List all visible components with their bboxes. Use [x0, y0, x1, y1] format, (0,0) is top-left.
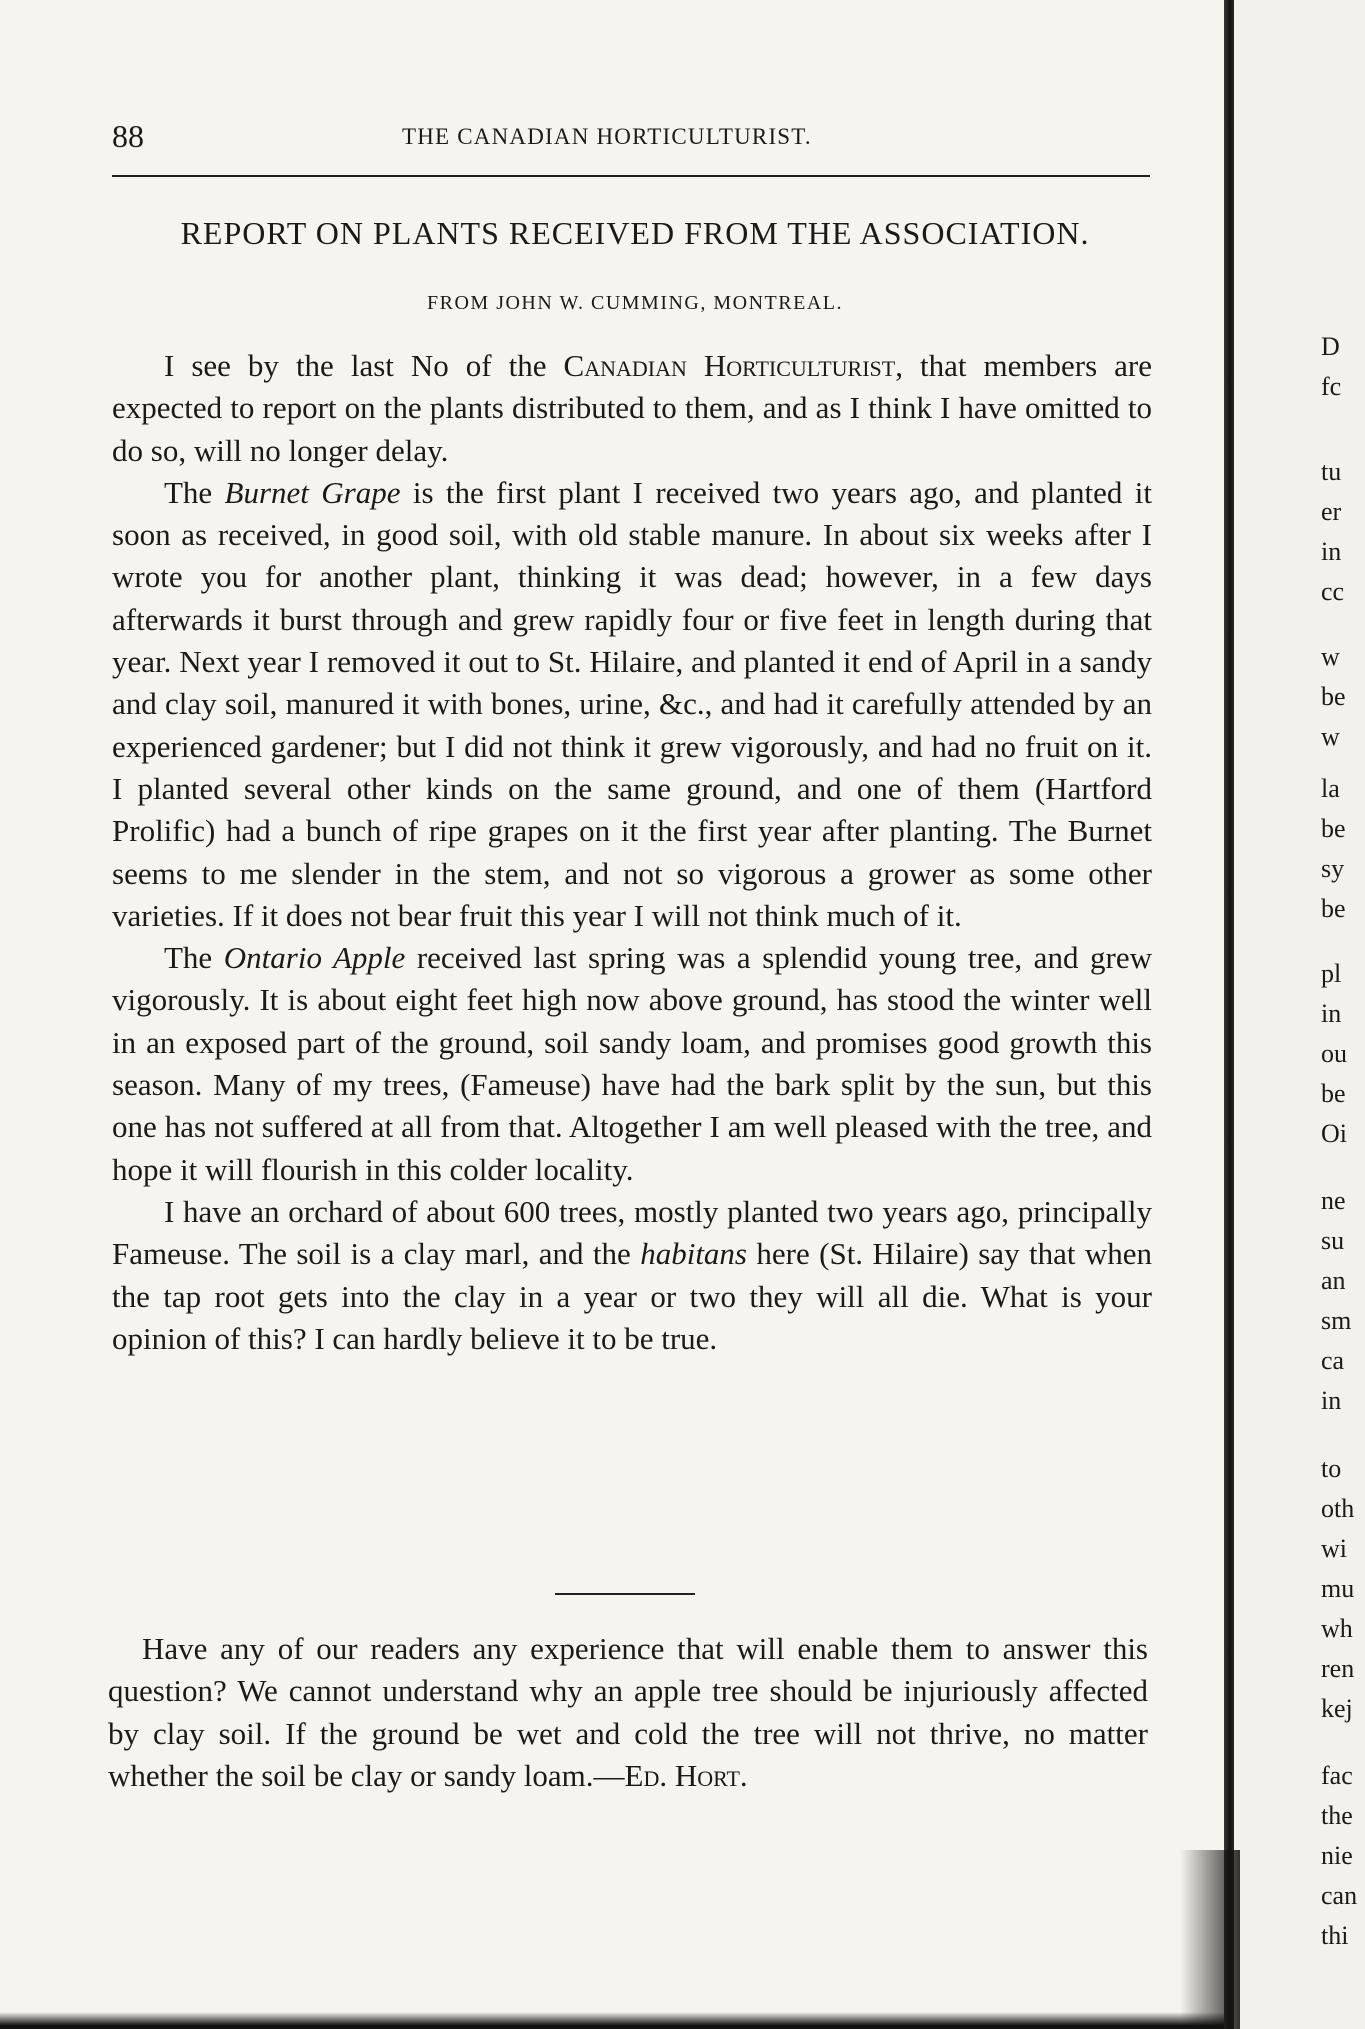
editor-signature: Ed. Hort. [624, 1757, 748, 1793]
header-rule [112, 175, 1150, 177]
facing-page-fragment: su [1321, 1226, 1345, 1255]
spine-shadow [1180, 1850, 1240, 2029]
facing-page-fragment: kej [1321, 1694, 1353, 1723]
page-header [112, 118, 1150, 158]
facing-page-fragment: ren [1321, 1654, 1355, 1683]
facing-page-fragment: be [1321, 814, 1346, 843]
running-head: THE CANADIAN HORTICULTURIST. [402, 124, 812, 149]
facing-page-fragment: to [1321, 1454, 1342, 1483]
facing-page-fragment: Oi [1321, 1119, 1347, 1148]
facing-page-fragment: cc [1321, 577, 1345, 606]
facing-page-fragment: wh [1321, 1614, 1353, 1643]
article-byline: FROM JOHN W. CUMMING, MONTREAL. [427, 292, 843, 314]
facing-page-fragment: nie [1321, 1841, 1353, 1870]
facing-page-fragment: w [1321, 642, 1340, 671]
facing-page-fragment: thi [1321, 1921, 1349, 1950]
paragraph-2: The Burnet Grape is the first plant I received two years ago, and planted it soon as received, in good soil, with old stable manure. In about six weeks after I wrote you for another plant, thinking it was dead; however, in a few days afterwards it burst through and grew rapidly four or five feet in length during that year. Next year I removed it out to St. Hilaire, and planted it end of April in a sandy and clay soil, manured it with bones, urine, &c., and had it carefully attended by an experienced gardener; but I did not think it grew vigorously, and had no fruit on it. I planted several other kinds on the same ground, and one of them (Hartford Prolific) had a bunch of ripe grapes on it the first year after planting. The Burnet seems to me slender in the stem, and not so vigorous a grower as some other varieties. If it does not bear fruit this year I will not think much of it. [112, 474, 1152, 933]
facing-page-fragment: in [1321, 999, 1342, 1028]
facing-page-fragment: tu [1321, 457, 1342, 486]
variety-name: Burnet Grape [224, 474, 401, 510]
facing-page-fragment: ou [1321, 1039, 1347, 1068]
page-number: 88 [112, 118, 144, 154]
facing-page-fragment: fac [1321, 1761, 1353, 1790]
facing-page-fragment: ne [1321, 1186, 1346, 1215]
facing-page-fragment: can [1321, 1881, 1358, 1910]
journal-name: Canadian Horticulturist [563, 348, 896, 383]
section-divider [555, 1593, 695, 1595]
facing-page-fragment: in [1321, 537, 1342, 566]
facing-page-fragment: be [1321, 1079, 1346, 1108]
letter-body [112, 345, 1152, 1360]
facing-page-fragment: fc [1321, 372, 1342, 401]
page-bottom-edge [0, 2012, 1240, 2029]
facing-page-fragment: sy [1321, 854, 1345, 883]
facing-page-fragment: w [1321, 722, 1340, 751]
editor-note: Have any of our readers any experience that will enable them to answer this question? We cannot understand why an apple tree should be injuriously affected by clay soil. If the ground be wet and cold the tree will not thrive, no matter whether the soil be clay or sandy loam.—Ed. Hort. [108, 1631, 1148, 1793]
facing-page-fragment: pl [1321, 959, 1342, 988]
facing-page-fragment: ca [1321, 1346, 1345, 1375]
article-title: REPORT ON PLANTS RECEIVED FROM THE ASSOCIATION. [180, 215, 1090, 251]
paragraph-1: I see by the last No of the Canadian Horticulturist, that members are expected to report on the plants distributed to them, and as I think I have omitted to do so, will no longer delay. [112, 348, 1152, 468]
paragraph-4: I have an orchard of about 600 trees, mostly planted two years ago, principally Fameuse. The soil is a clay marl, and the habitans here (St. Hilaire) say that when the tap root gets into the clay in a year or two they will all die. What is your opinion of this? I can hardly believe it to be true. [112, 1193, 1152, 1356]
paragraph-3: The Ontario Apple received last spring was a splendid young tree, and grew vigorously. It is about eight feet high now above ground, has stood the winter well in an exposed part of the ground, soil sandy loam, and promises good growth this season. Many of my trees, (Fameuse) have had the bark split by the sun, but this one has not suffered at all from that. Altogether I am well pleased with the tree, and hope it will flourish in this colder locality. [112, 940, 1152, 1187]
facing-page-fragment: er [1321, 497, 1342, 526]
facing-page-fragment: be [1321, 894, 1346, 923]
facing-page-fragment: an [1321, 1266, 1346, 1295]
facing-page-fragment: be [1321, 682, 1346, 711]
facing-page-fragment: la [1321, 774, 1340, 803]
italic-term: habitans [640, 1236, 747, 1272]
facing-page-fragment: in [1321, 1386, 1342, 1415]
facing-page-fragment: D [1321, 332, 1340, 361]
facing-page-fragment: oth [1321, 1494, 1355, 1523]
facing-page-fragment: wi [1321, 1534, 1347, 1563]
facing-page-fragment: the [1321, 1801, 1353, 1830]
facing-page-fragment: mu [1321, 1574, 1355, 1603]
facing-page [1234, 0, 1365, 2029]
variety-name: Ontario Apple [223, 940, 406, 976]
facing-page-fragment: sm [1321, 1306, 1352, 1335]
book-spine [1224, 0, 1234, 2029]
